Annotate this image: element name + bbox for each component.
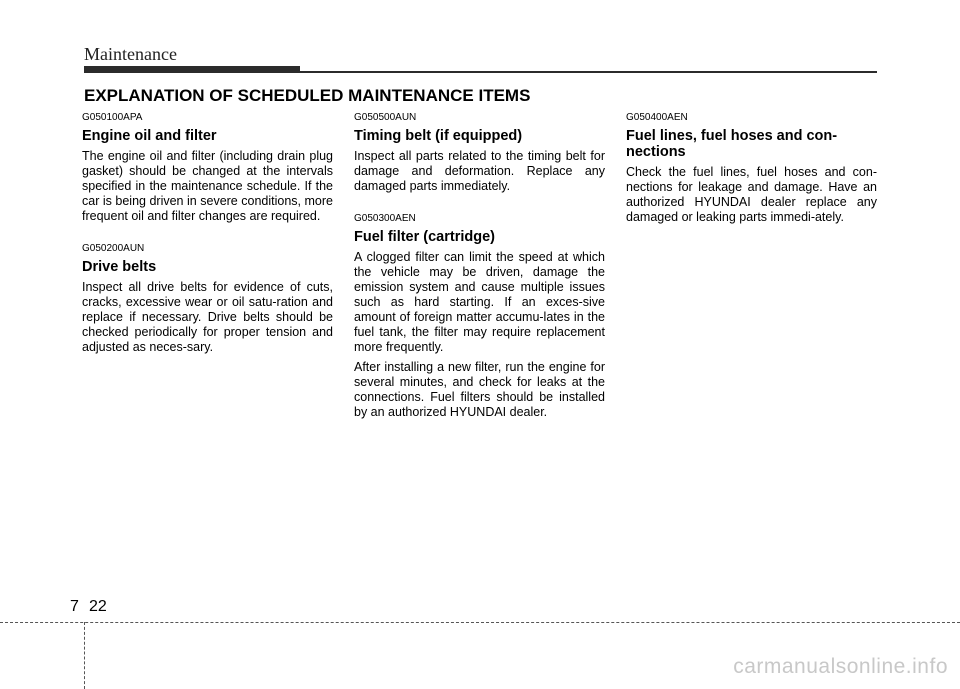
item-code: G050200AUN — [82, 243, 145, 254]
item-heading: Engine oil and filter — [82, 128, 217, 144]
item-code: G050400AEN — [626, 112, 688, 123]
item-heading: Drive belts — [82, 259, 157, 275]
block-timing-belt — [354, 112, 605, 194]
column-2 — [354, 112, 605, 439]
footer-rule-vertical — [84, 622, 85, 689]
item-paragraph: After installing a new filter, run the engine for several minutes, and check for leaks at the connections. Fuel filters should be installed by an authorized HYUNDAI dealer. — [354, 360, 605, 419]
item-paragraph: Inspect all parts related to the timing belt for damage and deformation. Replace any damaged parts immediately. — [354, 149, 605, 193]
item-code: G050500AUN — [354, 112, 417, 123]
header-rule-thick — [84, 66, 300, 73]
item-heading: Timing belt (if equipped) — [354, 128, 523, 144]
item-paragraph: Check the fuel lines, fuel hoses and con-nections for leakage and damage. Have an authorized HYUNDAI dealer replace any damaged or leaking parts immedi-ately. — [626, 165, 877, 224]
item-heading: Fuel filter (cartridge) — [354, 229, 495, 245]
item-paragraph: A clogged filter can limit the speed at which the vehicle may be driven, damage the emission system and cause multiple issues such as hard starting. If an exces-sive amount of foreign matter accumu-lates in the fuel tank, the filter may require replacement more frequently. — [354, 250, 605, 354]
item-code: G050300AEN — [354, 213, 416, 224]
watermark: carmanualsonline.info — [733, 655, 948, 678]
block-fuel-lines — [626, 112, 877, 225]
item-paragraph: Inspect all drive belts for evidence of cuts, cracks, excessive wear or oil satu-ration and replace if necessary. Drive belts should be checked periodically for proper tension and adjusted as neces-sary. — [82, 280, 333, 354]
header-rule-thin — [300, 71, 877, 73]
column-1 — [82, 112, 333, 374]
page-number: 22 — [89, 598, 107, 615]
item-code: G050100APA — [82, 112, 143, 123]
header-title: Maintenance — [84, 44, 177, 64]
block-fuel-filter — [354, 213, 605, 420]
block-drive-belts — [82, 243, 333, 355]
footer-rule-horizontal — [0, 622, 960, 623]
item-heading: Fuel lines, fuel hoses and con-nections — [626, 128, 838, 160]
chapter-number: 7 — [70, 598, 79, 615]
block-engine-oil — [82, 112, 333, 224]
section-title: EXPLANATION OF SCHEDULED MAINTENANCE ITEMS — [84, 86, 531, 105]
column-3 — [626, 112, 877, 244]
item-paragraph: The engine oil and filter (including drain plug gasket) should be changed at the intervals specified in the maintenance schedule. If the car is being driven in severe conditions, more frequent oil and filter changes are required. — [82, 149, 333, 223]
